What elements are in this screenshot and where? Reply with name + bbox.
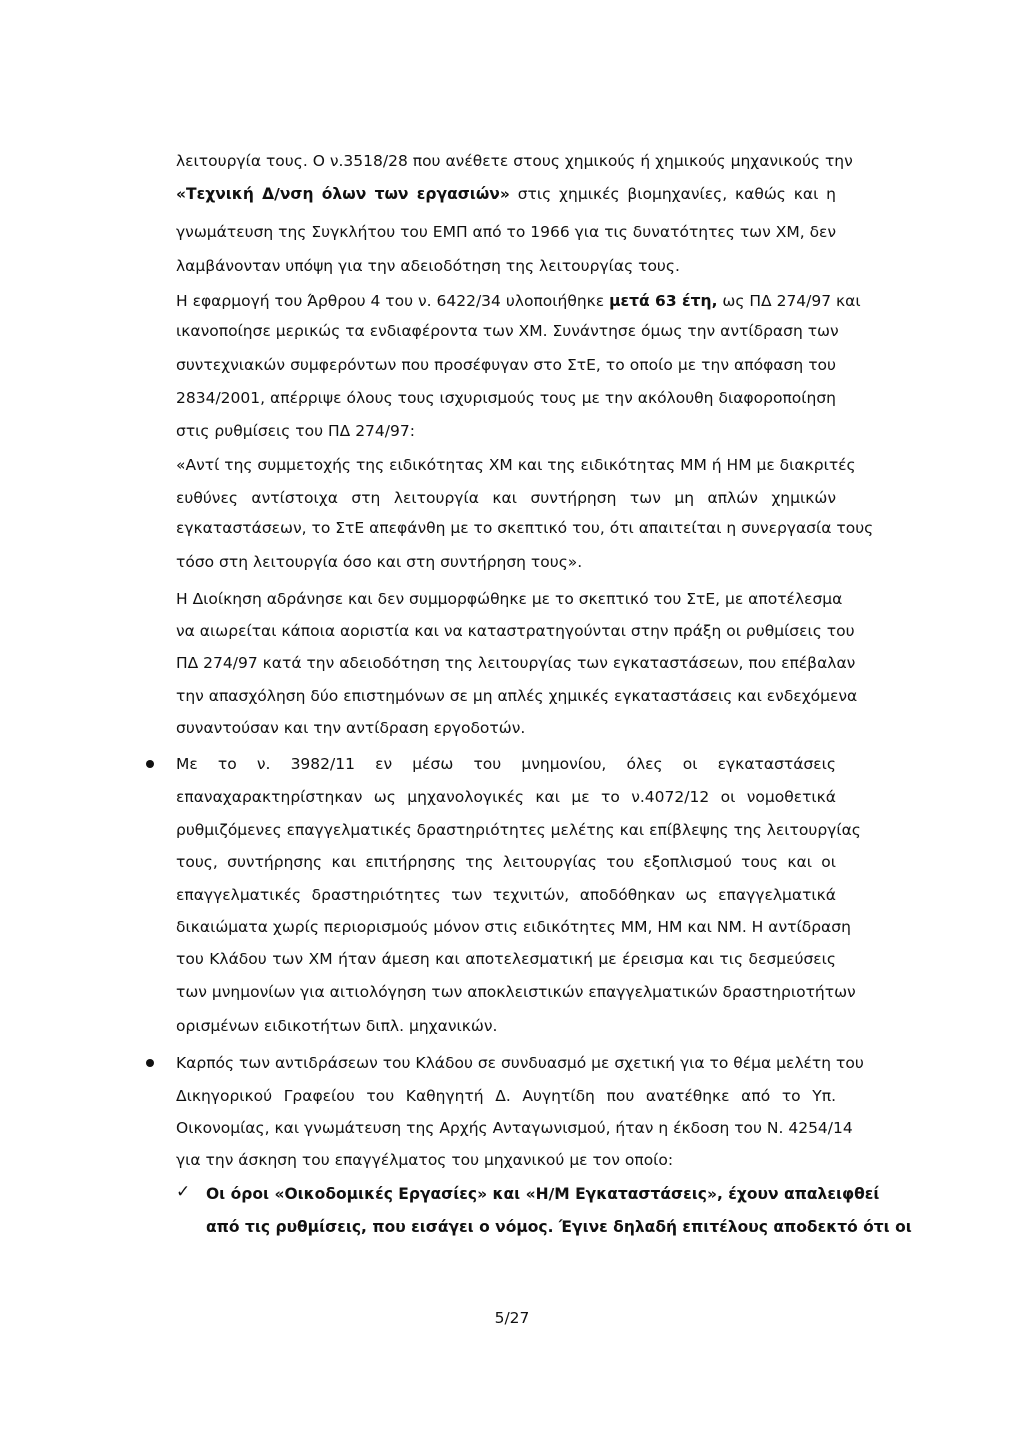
bullet-line: Δικηγορικού Γραφείου του Καθηγητή Δ. Αυγητίδη που ανατέθηκε από το Υπ. xyxy=(176,1087,836,1105)
quote-line: εγκαταστάσεων, το ΣτΕ απεφάνθη με το σκεπτικό του, ότι απαιτείται η συνεργασία τους xyxy=(176,519,874,537)
check-line: από τις ρυθμίσεις, που εισάγει ο νόμος. Έγινε δηλαδή επιτέλους αποδεκτό ότι οι xyxy=(206,1218,912,1236)
bold-phrase: μετά 63 έτη, xyxy=(609,292,718,310)
bullet-line: Οικονομίας, και γνωμάτευση της Αρχής Ανταγωνισμού, ήταν η έκδοση του Ν. 4254/14 xyxy=(176,1119,853,1137)
quote-line: «Αντί της συμμετοχής της ειδικότητας ΧΜ και της ειδικότητας ΜΜ ή ΗΜ με διακριτές xyxy=(176,456,856,474)
text-line: 2834/2001, απέρριψε όλους τους ισχυρισμούς τους με την ακόλουθη διαφοροποίηση xyxy=(176,389,836,407)
quote-line: τόσο στη λειτουργία όσο και στη συντήρηση τους». xyxy=(176,553,583,571)
text-line: Η Διοίκηση αδράνησε και δεν συμμορφώθηκε με το σκεπτικό του ΣτΕ, με αποτέλεσμα xyxy=(176,590,843,608)
bullet-line: επαγγελματικές δραστηριότητες των τεχνιτών, αποδόθηκαν ως επαγγελματικά xyxy=(176,886,836,904)
check-line: Οι όροι «Οικοδομικές Εργασίες» και «Η/Μ Εγκαταστάσεις», έχουν απαλειφθεί xyxy=(206,1185,880,1203)
quote-line: ευθύνες αντίστοιχα στη λειτουργία και συντήρηση των μη απλών χημικών xyxy=(176,489,836,507)
bullet-line: για την άσκηση του επαγγέλματος του μηχανικού με τον οποίο: xyxy=(176,1151,674,1169)
text-line: συντεχνιακών συμφερόντων που προσέφυγαν στο ΣτΕ, το οποίο με την απόφαση του xyxy=(176,356,836,374)
bullet-line: Καρπός των αντιδράσεων του Κλάδου σε συνδυασμό με σχετική για το θέμα μελέτη του xyxy=(176,1054,864,1072)
text-line: Η εφαρμογή του Άρθρου 4 του ν. 6422/34 υλοποιήθηκε μετά 63 έτη, ως ΠΔ 274/97 και xyxy=(176,292,861,310)
bullet-line: τους, συντήρησης και επιτήρησης της λειτουργίας του εξοπλισμού τους και οι xyxy=(176,853,836,871)
bullet-dot xyxy=(146,1059,154,1067)
text-line: λειτουργία τους. Ο ν.3518/28 που ανέθετε στους χημικούς ή χημικούς μηχανικούς την xyxy=(176,152,853,170)
bullet-line: Με το ν. 3982/11 εν μέσω του μνημονίου, όλες οι εγκαταστάσεις xyxy=(176,755,836,773)
text-line: «Τεχνική Δ/νση όλων των εργασιών» στις χημικές βιομηχανίες, καθώς και η xyxy=(176,185,836,203)
bullet-line: ορισμένων ειδικοτήτων διπλ. μηχανικών. xyxy=(176,1017,498,1035)
bullet-dot xyxy=(146,760,154,768)
bold-phrase: «Τεχνική Δ/νση όλων των εργασιών» xyxy=(176,185,510,203)
text-line: ΠΔ 274/97 κατά την αδειοδότηση της λειτουργίας των εγκαταστάσεων, που επέβαλαν xyxy=(176,654,856,672)
page-number: 5/27 xyxy=(494,1309,530,1327)
bullet-line: επαναχαρακτηρίστηκαν ως μηχανολογικές και με το ν.4072/12 οι νομοθετικά xyxy=(176,788,836,806)
bullet-line: των μνημονίων για αιτιολόγηση των αποκλειστικών επαγγελματικών δραστηριοτήτων xyxy=(176,983,856,1001)
text-line: συναντούσαν και την αντίδραση εργοδοτών. xyxy=(176,719,526,737)
bullet-line: δικαιώματα χωρίς περιορισμούς μόνον στις ειδικότητες ΜΜ, ΗΜ και ΝΜ. Η αντίδραση xyxy=(176,918,851,936)
text-line: γνωμάτευση της Συγκλήτου του ΕΜΠ από το 1966 για τις δυνατότητες των ΧΜ, δεν xyxy=(176,223,837,241)
text-line: στις ρυθμίσεις του ΠΔ 274/97: xyxy=(176,422,415,440)
text-line: ικανοποίησε μερικώς τα ενδιαφέροντα των ΧΜ. Συνάντησε όμως την αντίδραση των xyxy=(176,322,839,340)
bullet-line: ρυθμιζόμενες επαγγελματικές δραστηριότητες μελέτης και επίβλεψης της λειτουργίας xyxy=(176,821,861,839)
text-line: να αιωρείται κάποια αοριστία και να καταστρατηγούνται στην πράξη οι ρυθμίσεις του xyxy=(176,622,855,640)
check-icon: ✓ xyxy=(176,1182,191,1202)
text-line: την απασχόληση δύο επιστημόνων σε μη απλές χημικές εγκαταστάσεις και ενδεχόμενα xyxy=(176,687,858,705)
text-line: λαμβάνονταν υπόψη για την αδειοδότηση της λειτουργίας τους. xyxy=(176,257,680,275)
bullet-line: του Κλάδου των ΧΜ ήταν άμεση και αποτελεσματική με έρεισμα και τις δεσμεύσεις xyxy=(176,950,836,968)
